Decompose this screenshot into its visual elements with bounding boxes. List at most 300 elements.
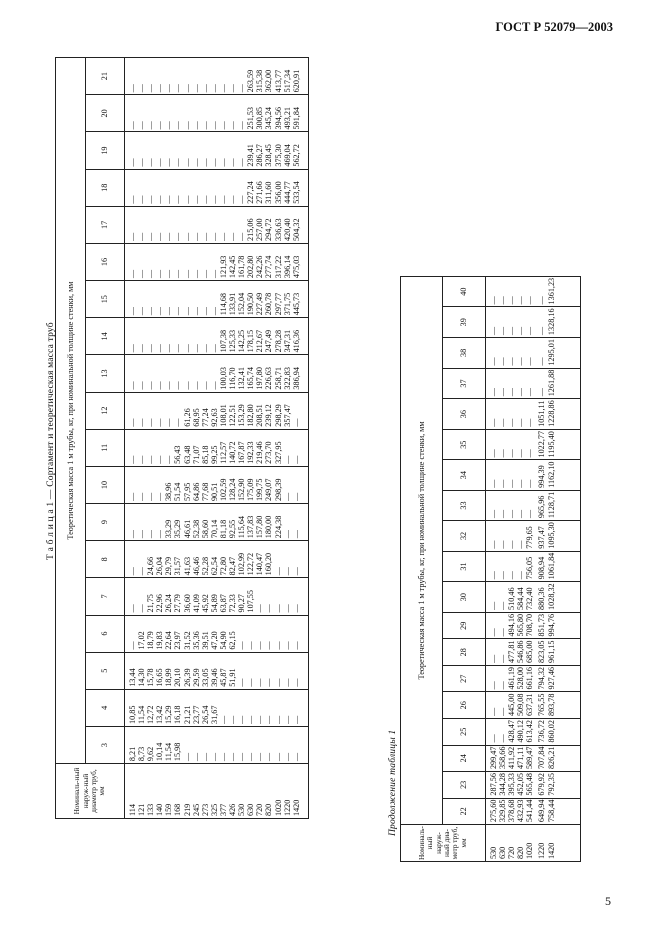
mass-value: —	[237, 158, 247, 167]
diameter-column	[486, 825, 581, 862]
mass-value: —	[155, 269, 165, 279]
mass-value: 411,92	[507, 746, 517, 770]
mass-value: —	[228, 195, 238, 204]
mass-value: —	[498, 628, 508, 637]
mass-value: 661,16	[525, 666, 535, 690]
mass-value: —	[264, 604, 274, 613]
mass-value: —	[282, 530, 292, 539]
mass-value: 758,44	[546, 799, 556, 823]
mass-column	[486, 276, 581, 307]
mass-value: 63,48	[182, 445, 192, 464]
mass-value: —	[282, 752, 292, 762]
mass-value: —	[209, 307, 219, 316]
mass-value: —	[209, 195, 219, 204]
mass-value: —	[273, 752, 283, 762]
mass-value: —	[137, 269, 147, 279]
mass-value: 779,65	[525, 526, 535, 549]
mass-value: —	[146, 418, 156, 427]
mass-value: 477,81	[507, 640, 517, 663]
thickness-header: 7	[86, 578, 125, 615]
mass-value: —	[164, 158, 174, 167]
mass-column	[486, 551, 581, 582]
mass-value: 54,89	[209, 594, 219, 613]
mass-value: —	[191, 121, 201, 130]
diameter-value: 114	[128, 804, 137, 816]
mass-value: 327,95	[273, 441, 283, 464]
mass-column	[125, 355, 309, 392]
mass-value: —	[282, 715, 292, 724]
mass-value: —	[137, 455, 147, 464]
diameter-value: 1220	[282, 799, 292, 816]
mass-value: —	[498, 388, 508, 397]
mass-value: 11,54	[164, 742, 174, 762]
mass-value: —	[246, 752, 256, 762]
mass-value: 357,47	[282, 404, 292, 427]
mass-value: 533,54	[291, 181, 301, 204]
mass-value: —	[218, 715, 228, 724]
mass-value: —	[507, 479, 517, 488]
mass-column	[486, 582, 581, 613]
mass-value: —	[137, 158, 147, 167]
mass-value: 299,47	[489, 746, 498, 770]
diameter-value: 1420	[291, 799, 301, 816]
mass-value: —	[525, 326, 535, 336]
mass-value: 277,74	[264, 255, 274, 279]
mass-value: —	[498, 296, 508, 305]
mass-value: 371,75	[282, 292, 292, 316]
mass-value: —	[282, 604, 292, 613]
diameter-value: 530	[489, 846, 498, 859]
mass-value: —	[137, 121, 147, 130]
mass-value: —	[282, 567, 292, 576]
thickness-header: 26	[443, 692, 486, 719]
mass-value: 756,05	[525, 556, 535, 580]
mass-value: —	[273, 567, 283, 576]
mass-value: —	[137, 492, 147, 502]
page-number: 5	[605, 894, 611, 908]
diameter-value: 720	[507, 846, 517, 859]
mass-value: —	[155, 307, 165, 316]
mass-value: —	[146, 121, 156, 130]
mass-value: —	[209, 381, 219, 390]
mass-value: —	[489, 296, 498, 305]
mass-value: —	[182, 269, 192, 279]
mass-value: 22,96	[155, 594, 165, 613]
mass-value: —	[291, 492, 301, 502]
mass-value: —	[155, 381, 165, 390]
mass-value: 224,38	[273, 515, 283, 539]
mass-value: 85,18	[200, 445, 210, 464]
mass-value: 18,79	[146, 631, 156, 650]
thickness-header: 4	[86, 689, 125, 726]
table1-rotated	[55, 57, 309, 819]
mass-value: —	[516, 540, 526, 549]
mass-value: 344,28	[498, 773, 508, 796]
mass-value: —	[164, 455, 174, 464]
thickness-header: 25	[443, 719, 486, 746]
mass-value: 81,18	[218, 519, 228, 539]
mass-value: —	[137, 604, 147, 613]
mass-value: —	[146, 232, 156, 241]
mass-value: 152,04	[237, 292, 247, 316]
mass-value: 416,36	[291, 329, 301, 353]
mass-column	[125, 504, 309, 541]
mass-value: 620,91	[291, 69, 301, 93]
mass-value: 394,56	[273, 106, 283, 130]
mass-value: 247,49	[264, 329, 274, 353]
mass-value: —	[137, 232, 147, 241]
mass-value: —	[237, 715, 247, 724]
mass-value: —	[128, 567, 137, 576]
mass-value: 8,73	[137, 746, 147, 762]
mass-value: 517,34	[282, 69, 292, 93]
mass-value: —	[209, 84, 219, 93]
mass-value: —	[255, 752, 265, 762]
mass-value: —	[182, 158, 192, 167]
mass-value: 461,19	[507, 666, 517, 690]
mass-value: —	[128, 604, 137, 613]
diameter-value: 245	[191, 803, 201, 816]
mass-value: 47,20	[209, 631, 219, 650]
mass-value: —	[209, 752, 219, 762]
mass-value: 215,06	[246, 218, 256, 241]
mass-value: —	[137, 567, 147, 576]
thickness-header: 20	[86, 95, 125, 132]
mass-column	[486, 692, 581, 719]
mass-value: 242,26	[255, 255, 265, 279]
mass-value: —	[489, 509, 498, 519]
mass-value: 1228,86	[546, 400, 556, 427]
mass-value: 444,77	[282, 181, 292, 204]
mass-value: —	[498, 654, 508, 663]
mass-value: —	[128, 641, 137, 650]
mass-value: 152,90	[237, 478, 247, 502]
mass-value: 1295,01	[546, 339, 556, 366]
mass-value: 92,55	[228, 519, 238, 539]
mass-value: 51,54	[173, 482, 183, 502]
mass-value: —	[516, 449, 526, 458]
mass-value: 31,52	[182, 631, 192, 650]
mass-value: —	[128, 195, 137, 204]
mass-value: —	[137, 418, 147, 427]
mass-value: 826,21	[546, 746, 556, 770]
mass-value: 46,61	[182, 519, 192, 539]
diameter-column-header: Номиналь-ный наруж-ный диа-метр труб, мм	[401, 825, 486, 862]
mass-value: 565,48	[525, 773, 535, 796]
mass-value: —	[246, 678, 256, 687]
diameter-value: 219	[182, 803, 192, 816]
mass-value: —	[128, 269, 137, 279]
mass-value: —	[155, 344, 165, 353]
mass-value: —	[507, 509, 517, 519]
thickness-header: 37	[443, 368, 486, 399]
thickness-header: 11	[86, 429, 125, 466]
mass-value: —	[191, 84, 201, 93]
mass-value: —	[507, 296, 517, 305]
diameter-value: 377	[218, 803, 228, 816]
mass-value: 317,22	[273, 255, 283, 279]
mass-value: 637,31	[525, 693, 535, 717]
mass-value: —	[525, 449, 535, 458]
mass-value: 107,38	[218, 329, 228, 353]
mass-value: —	[146, 530, 156, 539]
mass-value: 263,59	[246, 69, 256, 93]
mass-column	[125, 689, 309, 726]
mass-column	[125, 169, 309, 206]
mass-value: 428,47	[507, 720, 517, 743]
mass-column	[486, 798, 581, 825]
mass-column	[486, 307, 581, 338]
mass-value: —	[489, 449, 498, 458]
mass-value: 142,45	[228, 255, 238, 279]
mass-value: 504,32	[291, 218, 301, 241]
diameter-value: 820	[264, 803, 274, 816]
mass-value: 1261,88	[546, 369, 556, 397]
mass-value: —	[264, 715, 274, 724]
mass-value: —	[489, 707, 498, 717]
mass-value: —	[200, 84, 210, 93]
mass-value: —	[489, 571, 498, 580]
mass-value: 18,99	[164, 668, 174, 687]
mass-value: —	[291, 715, 301, 724]
mass-value: —	[489, 540, 498, 549]
mass-value: —	[137, 307, 147, 316]
thickness-header: 5	[86, 652, 125, 689]
mass-value: —	[489, 388, 498, 397]
mass-value: —	[191, 344, 201, 353]
mass-value: —	[200, 752, 210, 762]
mass-column	[125, 58, 309, 95]
mass-value: 589,47	[525, 746, 535, 770]
mass-value: 100,03	[218, 367, 228, 390]
mass-value: —	[128, 455, 137, 464]
mass-value: 140,72	[228, 441, 238, 464]
mass-value: —	[273, 604, 283, 613]
mass-value: 679,92	[537, 773, 547, 796]
diameter-value: 1020	[525, 842, 535, 859]
thickness-header: 13	[86, 355, 125, 392]
mass-value: 13,44	[128, 668, 137, 687]
mass-value: 58,60	[200, 519, 210, 539]
thickness-header: 39	[443, 307, 486, 338]
mass-value: —	[516, 326, 526, 336]
mass-value: —	[498, 418, 508, 427]
mass-column	[125, 726, 309, 763]
mass-value: 21,21	[182, 705, 192, 724]
diameter-value: 325	[209, 803, 219, 816]
mass-column	[486, 612, 581, 639]
mass-value: —	[164, 307, 174, 316]
table1-caption: Т а б л и ц а 1 — Сортамент и теоретическая масса труб	[46, 322, 56, 560]
mass-value: 51,91	[228, 668, 238, 687]
thickness-header: 19	[86, 132, 125, 169]
mass-value: —	[498, 681, 508, 690]
mass-column	[486, 745, 581, 772]
thickness-header: 18	[86, 169, 125, 206]
mass-value: —	[164, 121, 174, 130]
mass-value: —	[155, 158, 165, 167]
mass-value: —	[507, 326, 517, 336]
mass-value: 1051,11	[537, 400, 547, 427]
mass-value: —	[146, 344, 156, 353]
mass-value: —	[228, 752, 238, 762]
mass-value: 1361,23	[546, 277, 556, 305]
mass-value: 509,08	[516, 693, 526, 717]
mass-value: 908,94	[537, 556, 547, 580]
mass-value: 68,95	[191, 408, 201, 427]
mass-value: 258,71	[273, 367, 283, 390]
mass-value: —	[128, 418, 137, 427]
mass-group-header: Теоретическая масса 1 м трубы, кг, при номинальной толщине стенки, мм	[401, 276, 443, 824]
mass-column	[486, 521, 581, 552]
mass-value: 15,98	[173, 742, 183, 762]
mass-value: 70,14	[209, 519, 219, 539]
mass-value: 329,85	[498, 799, 508, 823]
mass-value: 880,36	[537, 587, 547, 610]
mass-value: 77,68	[200, 482, 210, 502]
mass-column	[486, 719, 581, 746]
mass-value: —	[237, 195, 247, 204]
thickness-header: 31	[443, 551, 486, 582]
mass-value: —	[228, 84, 238, 93]
diameter-value: 820	[516, 846, 526, 859]
mass-value: 613,42	[525, 720, 535, 743]
mass-value: 965,96	[537, 495, 547, 519]
mass-value: 116,70	[228, 367, 238, 390]
table1	[55, 57, 309, 819]
mass-value: 226,63	[264, 367, 274, 390]
mass-value: —	[164, 381, 174, 390]
mass-value: 115,64	[237, 515, 247, 539]
mass-value: 26,24	[164, 594, 174, 613]
mass-value: —	[489, 418, 498, 427]
mass-value: 10,85	[128, 705, 137, 724]
mass-value: 61,26	[182, 408, 192, 427]
mass-value: 1022,77	[537, 430, 547, 458]
mass-value: 33,05	[200, 668, 210, 687]
mass-value: —	[218, 121, 228, 130]
mass-value: —	[516, 571, 526, 580]
mass-value: —	[489, 326, 498, 336]
mass-value: —	[282, 492, 292, 502]
mass-value: 82,47	[228, 556, 238, 576]
mass-value: 35,36	[191, 631, 201, 650]
thickness-header: 40	[443, 276, 486, 307]
mass-value: 122,72	[246, 552, 256, 576]
mass-value: 278,28	[273, 329, 283, 353]
mass-value: —	[137, 195, 147, 204]
mass-value: 160,20	[264, 552, 274, 576]
mass-value: 15,78	[146, 668, 156, 687]
mass-value: —	[182, 381, 192, 390]
mass-value: —	[291, 604, 301, 613]
mass-value: —	[191, 307, 201, 316]
mass-value: 493,21	[282, 106, 292, 130]
mass-value: 356,00	[273, 181, 283, 204]
mass-value: 565,80	[516, 613, 526, 637]
diameter-column-header: Номиналь-ный наруж-ный диаметр труб, мм	[56, 764, 125, 819]
mass-value: 273,70	[264, 441, 274, 464]
mass-value: —	[291, 678, 301, 687]
mass-value: 994,76	[546, 613, 556, 637]
diameter-value: 121	[137, 803, 147, 816]
mass-value: —	[507, 540, 517, 549]
mass-value: —	[237, 121, 247, 130]
diameter-value: 159	[164, 803, 174, 816]
mass-value: —	[537, 357, 547, 366]
document-code: ГОСТ Р 52079—2003	[495, 20, 613, 34]
mass-value: 345,24	[264, 106, 274, 130]
mass-value: 133,91	[228, 292, 238, 316]
mass-value: 396,14	[282, 255, 292, 279]
thickness-header: 15	[86, 281, 125, 318]
mass-value: 13,42	[155, 705, 165, 724]
mass-value: 202,80	[246, 255, 256, 279]
mass-value: —	[291, 418, 301, 427]
mass-value: 297,77	[273, 292, 283, 316]
mass-column	[486, 368, 581, 399]
mass-value: 26,04	[155, 556, 165, 576]
mass-value: —	[155, 84, 165, 93]
mass-value: —	[200, 232, 210, 241]
mass-value: —	[489, 601, 498, 610]
mass-value: —	[246, 641, 256, 650]
mass-value: —	[173, 381, 183, 390]
mass-value: 16,65	[155, 668, 165, 687]
mass-value: 208,51	[255, 404, 265, 427]
mass-value: 1195,40	[546, 431, 556, 458]
mass-value: —	[498, 734, 508, 743]
mass-value: 62,15	[228, 631, 238, 650]
thickness-header: 12	[86, 392, 125, 429]
mass-value: 90,51	[209, 482, 219, 502]
mass-value: 90,27	[237, 594, 247, 613]
mass-value: 45,92	[200, 594, 210, 613]
mass-value: —	[173, 269, 183, 279]
mass-value: —	[137, 381, 147, 390]
mass-value: —	[200, 381, 210, 390]
mass-value: —	[291, 530, 301, 539]
mass-value: —	[498, 540, 508, 549]
thickness-header: 38	[443, 338, 486, 369]
thickness-header: 32	[443, 521, 486, 552]
mass-value: —	[291, 641, 301, 650]
mass-value: 591,84	[291, 106, 301, 130]
mass-value: 707,84	[537, 746, 547, 770]
mass-value: —	[155, 418, 165, 427]
mass-value: —	[137, 344, 147, 353]
mass-value: —	[291, 752, 301, 762]
mass-value: —	[146, 307, 156, 316]
mass-column	[125, 243, 309, 280]
diameter-value: 140	[155, 803, 165, 816]
mass-value: 375,30	[273, 144, 283, 167]
mass-value: 122,51	[228, 404, 238, 427]
mass-value: 287,56	[489, 773, 498, 796]
mass-value: 490,12	[516, 720, 526, 743]
mass-column	[125, 615, 309, 652]
mass-value: —	[218, 158, 228, 167]
table2-caption: Продолжение таблицы 1	[388, 729, 398, 836]
mass-value: 31,57	[173, 556, 183, 576]
thickness-header: 22	[443, 798, 486, 825]
diameter-column	[125, 764, 309, 819]
mass-value: 271,66	[255, 181, 265, 204]
mass-value: 23,97	[173, 631, 183, 650]
mass-value: —	[291, 567, 301, 576]
mass-value: 823,05	[537, 640, 547, 663]
mass-value: —	[182, 195, 192, 204]
